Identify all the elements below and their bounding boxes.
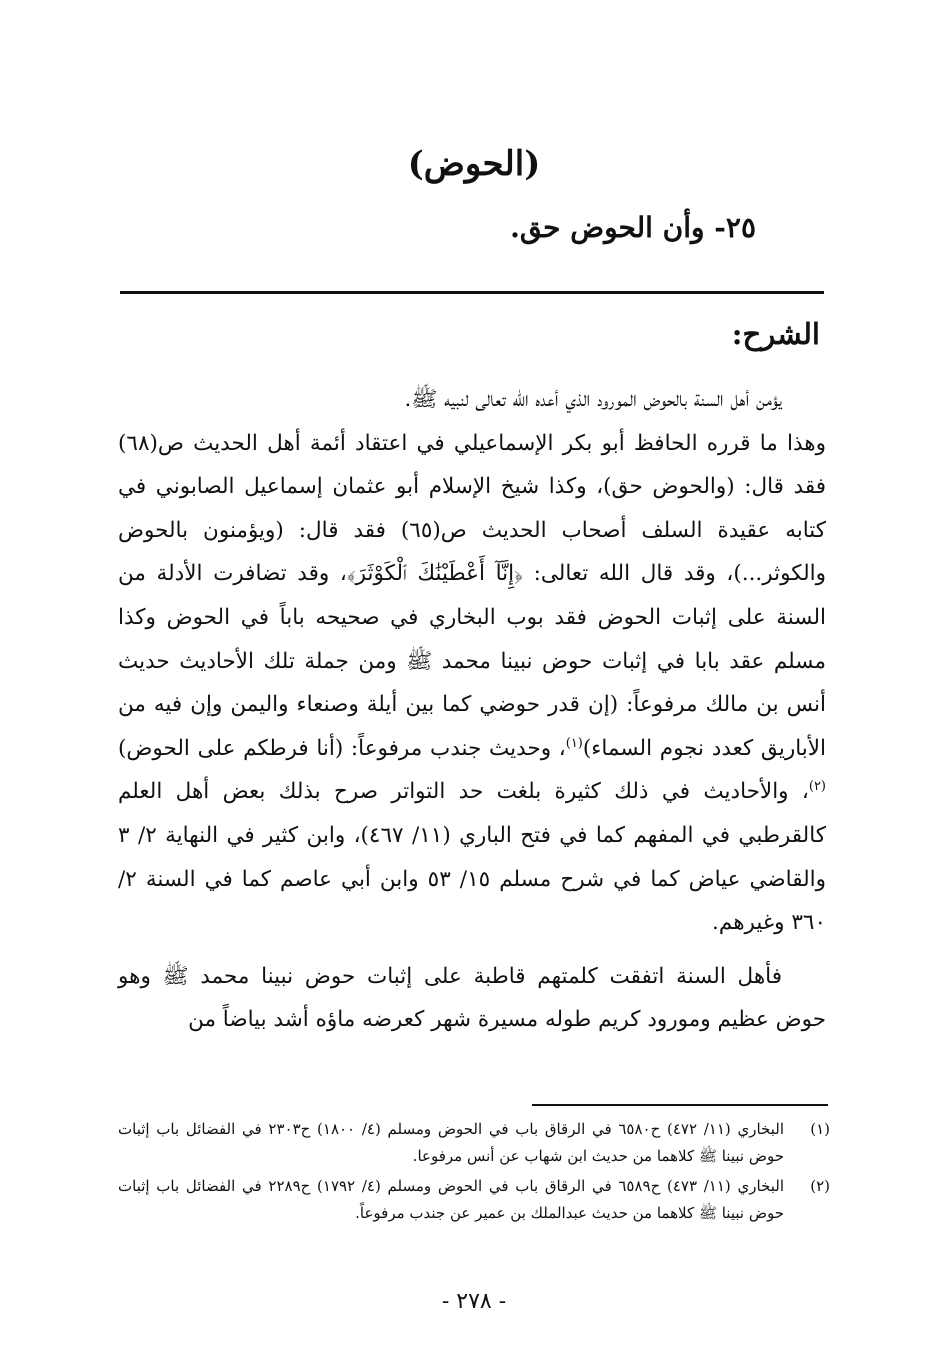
explanation-body — [118, 378, 826, 1042]
chapter-title: (الحوض) — [407, 144, 541, 184]
footnotes — [118, 1116, 830, 1230]
footnote-number: (١) — [810, 1120, 830, 1138]
explanation-paragraph: يؤمن أهل السنة بالحوض المورود الذي أعده الله تعالى لنبيه ﷺ. — [404, 387, 782, 412]
paragraph-text: وهذا ما قرره الحافظ أبو بكر الإسماعيلي في اعتقاد أئمة أهل الحديث ص(٦٨) فقد قال: (والحوض حق)، وكذا شيخ الإسلام أبو عثمان إسماعيل الصابوني في كتابه عقيدة السلف أصحاب الحديث ص(٦٥) فقد قال: (ويؤمنون بالحوض والكوثر...)، وقد قال الله تعالى: ﴿إِنَّآ أَعْطَيْنَٰكَ ٱلْكَوْثَرَ﴾، وقد تضافرت الأدلة من السنة على إثبات الحوض فقد بوب البخاري في صحيحه باباً في الحوض وكذا مسلم عقد بابا في إثبات حوض نبينا محمد ﷺ ومن جملة تلك الأحاديث حديث أنس بن مالك مرفوعاً: (إن قدر حوضي كما بين أيلة وصنعاء واليمن وإن فيه من الأباريق كعدد نجوم السماء) — [118, 430, 827, 761]
creed-item: ٢٥- وأن الحوض حق. — [510, 211, 756, 244]
footnote — [118, 1116, 830, 1169]
footnote-text: البخاري (١١/ ٤٧٣) ح٦٥٨٩ في الرقاق باب في الحوض ومسلم (٤/ ١٧٩٢) ح٢٢٨٩ في الفضائل باب إثبات حوض نبينا ﷺ كلاهما من حديث عبدالملك بن عمير عن جندب مرفوعاً. — [118, 1177, 784, 1222]
explanation-paragraph: فأهل السنة اتفقت كلمتهم قاطبة على إثبات حوض نبينا محمد ﷺ وهو حوض عظيم ومورود كريم طوله مسيرة شهر كعرضه ماؤه أشد بياضاً من — [118, 963, 826, 1033]
footnote-text: البخاري (١١/ ٤٧٢) ح٦٥٨٠ في الرقاق باب في الحوض ومسلم (٤/ ١٨٠٠) ح٢٣٠٣ في الفضائل باب إثبات حوض نبينا ﷺ كلاهما من حديث ابن شهاب عن أنس مرفوعا. — [118, 1120, 784, 1165]
explanation-paragraph — [118, 422, 826, 945]
section-divider — [120, 291, 824, 294]
explanation-label: الشرح: — [731, 317, 820, 351]
footnote — [118, 1173, 830, 1226]
footnote-reference: (٢) — [808, 779, 826, 795]
paragraph-text: ، وحديث جندب مرفوعاً: (أنا فرطكم على الحوض) — [118, 735, 566, 761]
page-number: - ٢٧٨ - — [441, 1289, 507, 1314]
footnote-divider — [532, 1104, 828, 1106]
footnote-number: (٢) — [810, 1177, 830, 1195]
paragraph-text: ، والأحاديث في ذلك كثيرة بلغت حد التواتر صرح بذلك بعض أهل العلم كالقرطبي في المفهم كما في فتح الباري (١١/ ٤٦٧)، وابن كثير في النهاية ٢/ ٣ والقاضي عياض كما في شرح مسلم ١٥/ ٥٣ وابن أبي عاصم كما في السنة ٢/ ٣٦٠ وغيرهم. — [118, 779, 827, 936]
footnote-reference: (١) — [565, 735, 583, 751]
